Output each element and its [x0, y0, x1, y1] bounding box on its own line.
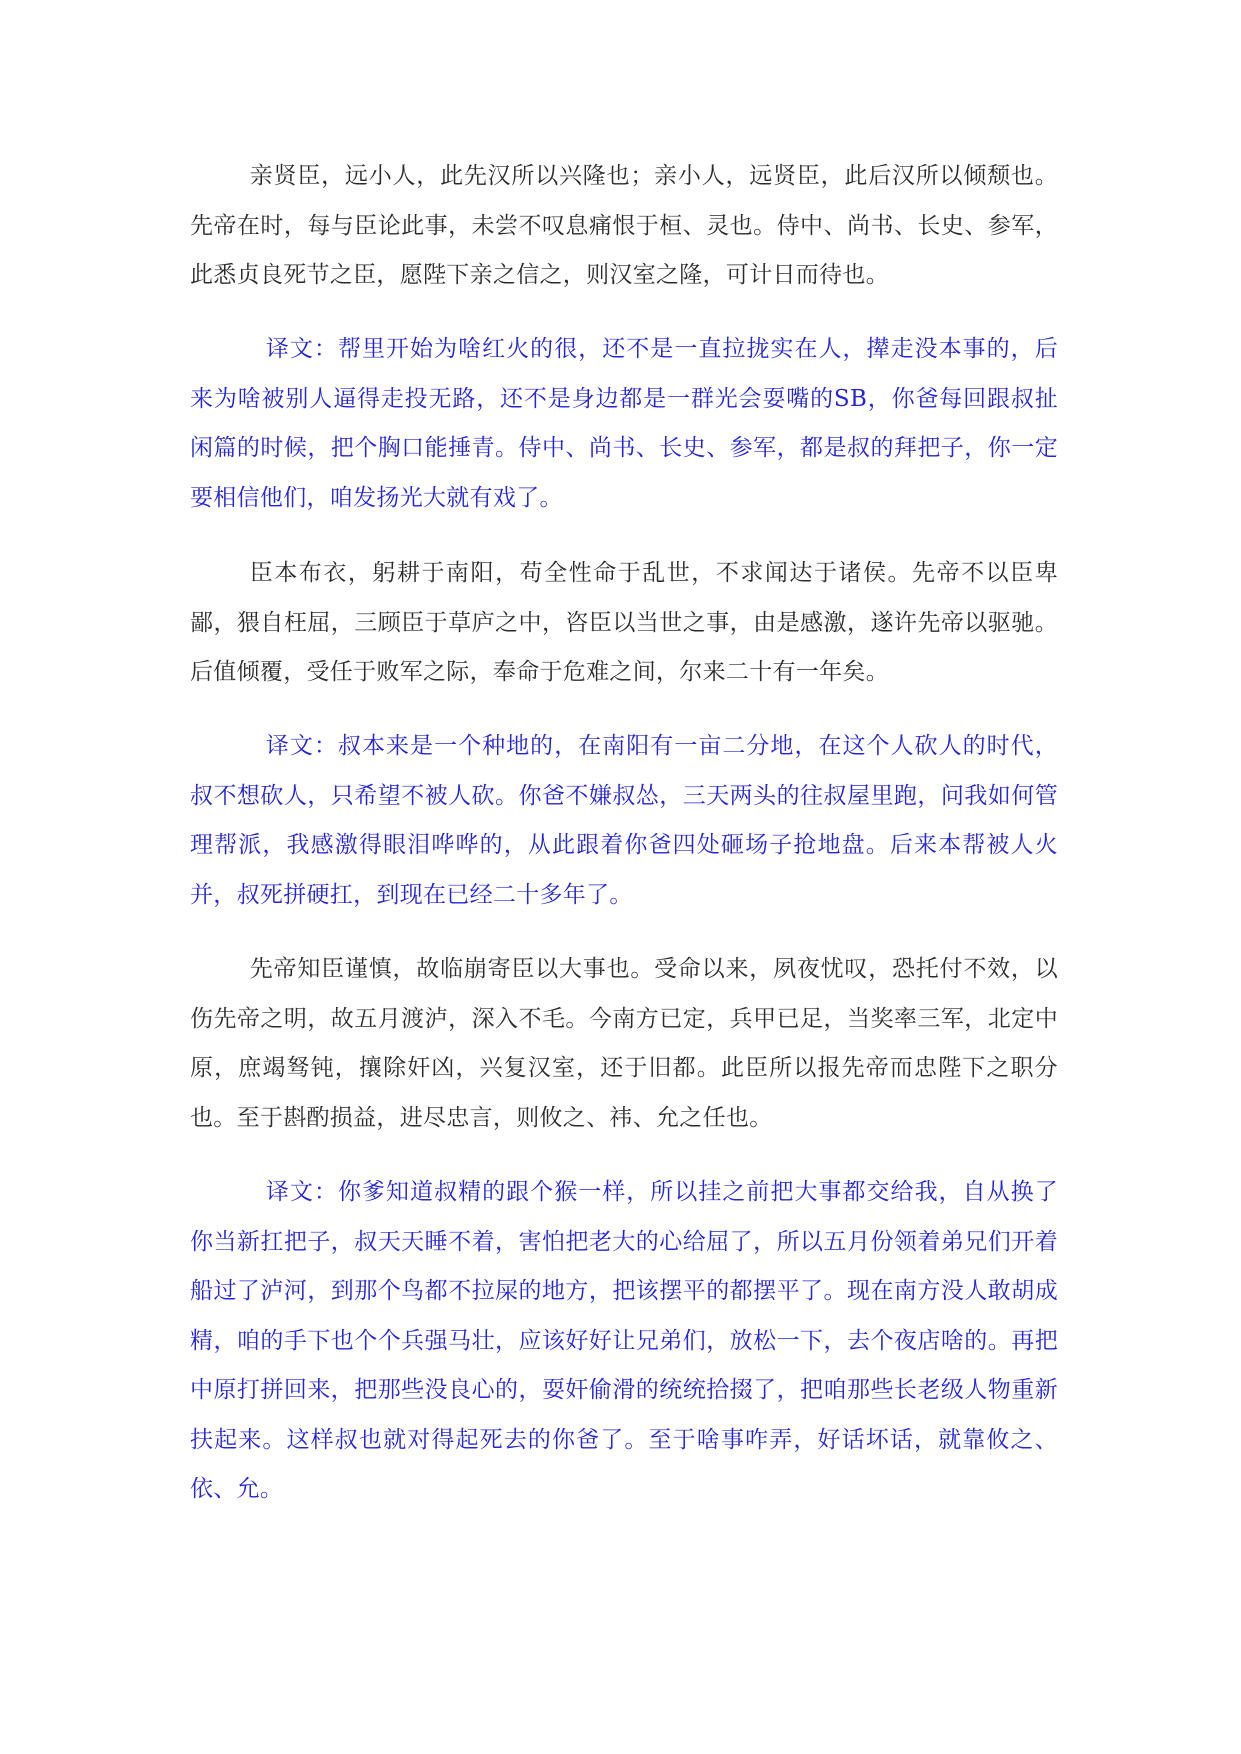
- translation-paragraph-2: 译文：叔本来是一个种地的，在南阳有一亩二分地，在这个人砍人的时代，叔不想砍人，只希望不被人砍。你爸不嫌叔怂，三天两头的往叔屋里跑，问我如何管理帮派，我感激得眼泪哗哗的，从此跟着你爸四处砸场子抢地盘。后来本帮被人火并，叔死拼硬扛，到现在已经二十多年了。: [190, 733, 1058, 908]
- translation-paragraph-3: 译文：你爹知道叔精的跟个猴一样，所以挂之前把大事都交给我，自从换了你当新扛把子，叔天天睡不着，害怕把老大的心给屈了，所以五月份领着弟兄们开着船过了泸河，到那个鸟都不拉屎的地方，把该摆平的都摆平了。现在南方没人敢胡成精，咱的手下也个个兵强马壮，应该好好让兄弟们，放松一下，去个夜店啥的。再把中原打拼回来，把那些没良心的，耍奸偷滑的统统拾掇了，把咱那些长老级人物重新扶起来。这样叔也就对得起死去的你爸了。至于啥事咋弄，好话坏话，就靠攸之、依、允。: [190, 1179, 1058, 1502]
- original-paragraph-2: 臣本布衣，躬耕于南阳，苟全性命于乱世，不求闻达于诸侯。先帝不以臣卑鄙，猥自枉屈，三顾臣于草庐之中，咨臣以当世之事，由是感激，遂许先帝以驱驰。后值倾覆，受任于败军之际，奉命于危难之间，尔来二十有一年矣。: [190, 560, 1058, 685]
- original-paragraph-3: 先帝知臣谨慎，故临崩寄臣以大事也。受命以来，夙夜忧叹，恐托付不效，以伤先帝之明，故五月渡泸，深入不毛。今南方已定，兵甲已足，当奖率三军，北定中原，庶竭驽钝，攘除奸凶，兴复汉室，还于旧都。此臣所以报先帝而忠陛下之职分也。至于斟酌损益，进尽忠言，则攸之、祎、允之任也。: [190, 956, 1058, 1131]
- translation-paragraph-1: 译文：帮里开始为啥红火的很，还不是一直拉拢实在人，撵走没本事的，后来为啥被别人逼得走投无路，还不是身边都是一群光会耍嘴的SB，你爸每回跟叔扯闲篇的时候，把个胸口能捶青。侍中、尚书、长史、参军，都是叔的拜把子，你一定要相信他们，咱发扬光大就有戏了。: [190, 336, 1058, 511]
- original-paragraph-1: 亲贤臣，远小人，此先汉所以兴隆也；亲小人，远贤臣，此后汉所以倾颓也。先帝在时，每与臣论此事，未尝不叹息痛恨于桓、灵也。侍中、尚书、长史、参军，此悉贞良死节之臣，愿陛下亲之信之，则汉室之隆，可计日而待也。: [190, 163, 1058, 288]
